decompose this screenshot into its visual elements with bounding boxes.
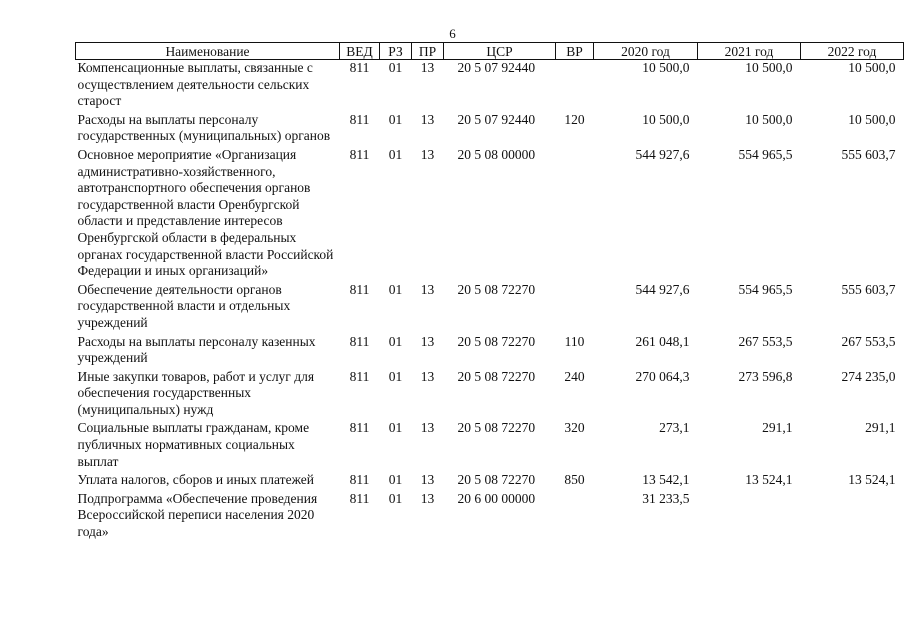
header-2021: 2021 год xyxy=(698,43,801,60)
row-vr: 850 xyxy=(564,472,585,488)
row-name: Иные закупки товаров, работ и услуг для обеспечения государственных (муниципальных) нужд xyxy=(77,368,315,417)
row-2020: 31 233,5 xyxy=(642,490,690,506)
row-name: Социальные выплаты гражданам, кроме публичных нормативных социальных выплат xyxy=(77,420,310,469)
table-row xyxy=(76,369,904,421)
row-ved: 811 xyxy=(349,60,370,75)
row-2022: 10 500,0 xyxy=(848,60,896,75)
row-2020: 10 500,0 xyxy=(642,60,690,75)
row-name: Подпрограмма «Обеспечение проведения Всероссийской переписи населения 2020 года» xyxy=(77,490,318,540)
row-ved: 811 xyxy=(349,333,370,349)
row-rz: 01 xyxy=(388,111,403,127)
row-2022: 13 524,1 xyxy=(848,472,896,488)
row-2020: 13 542,1 xyxy=(642,472,690,488)
table-row xyxy=(76,112,904,147)
row-2021: 291,1 xyxy=(762,420,793,436)
row-name: Уплата налогов, сборов и иных платежей xyxy=(77,472,314,488)
row-csr: 20 5 08 72270 xyxy=(457,368,536,384)
row-csr: 20 5 08 72270 xyxy=(457,333,536,349)
row-vr: 120 xyxy=(564,111,585,127)
table-body xyxy=(76,60,904,543)
row-vr xyxy=(556,491,594,543)
table-row xyxy=(76,147,904,282)
header-csr: ЦСР xyxy=(444,43,556,60)
row-pr: 13 xyxy=(420,281,435,297)
row-name: Основное мероприятие «Организация административно-хозяйственного, автотранспортного обеспечения органов государственной власти Оренбургской области и представление интересов Оренбургской области в федеральных органах государственной власти Российской Федерации и иных организаций» xyxy=(77,146,334,279)
table-row xyxy=(76,282,904,334)
row-rz: 01 xyxy=(388,490,403,506)
row-2021: 554 965,5 xyxy=(738,146,793,162)
row-2020: 261 048,1 xyxy=(635,333,690,349)
row-rz: 01 xyxy=(388,281,403,297)
row-2021: 273 596,8 xyxy=(738,368,793,384)
row-vr: 320 xyxy=(564,420,585,436)
row-rz: 01 xyxy=(388,420,403,436)
row-pr: 13 xyxy=(420,333,435,349)
row-pr: 13 xyxy=(420,368,435,384)
table-row xyxy=(76,491,904,543)
row-ved: 811 xyxy=(349,490,370,506)
row-ved: 811 xyxy=(349,420,370,436)
row-2022: 10 500,0 xyxy=(848,111,896,127)
row-2021: 554 965,5 xyxy=(738,281,793,297)
row-vr: 240 xyxy=(564,368,585,384)
row-name: Расходы на выплаты персоналу казенных учреждений xyxy=(77,333,316,366)
row-vr: 110 xyxy=(564,333,585,349)
row-vr xyxy=(556,282,594,334)
row-2020: 10 500,0 xyxy=(642,111,690,127)
header-name: Наименование xyxy=(76,43,340,60)
header-ved: ВЕД xyxy=(340,43,380,60)
row-csr: 20 5 08 72270 xyxy=(457,472,536,488)
row-2022: 555 603,7 xyxy=(841,281,896,297)
row-pr: 13 xyxy=(420,111,435,127)
row-csr: 20 5 07 92440 xyxy=(457,60,536,75)
budget-table xyxy=(75,42,904,543)
row-csr: 20 5 08 72270 xyxy=(457,281,536,297)
row-pr: 13 xyxy=(420,490,435,506)
row-vr xyxy=(556,147,594,282)
row-pr: 13 xyxy=(420,420,435,436)
row-ved: 811 xyxy=(349,111,370,127)
row-2020: 270 064,3 xyxy=(635,368,690,384)
header-2020: 2020 год xyxy=(594,43,698,60)
row-rz: 01 xyxy=(388,333,403,349)
row-2021: 13 524,1 xyxy=(745,472,793,488)
header-rz: РЗ xyxy=(380,43,412,60)
header-pr: ПР xyxy=(412,43,444,60)
row-rz: 01 xyxy=(388,368,403,384)
row-2020: 544 927,6 xyxy=(635,281,690,297)
row-2022 xyxy=(801,491,904,543)
row-name: Компенсационные выплаты, связанные с осуществлением деятельности сельских старост xyxy=(77,60,313,109)
table-row xyxy=(76,334,904,369)
row-pr: 13 xyxy=(420,60,435,75)
row-csr: 20 5 08 00000 xyxy=(457,146,536,162)
row-2021 xyxy=(698,491,801,543)
row-2022: 274 235,0 xyxy=(841,368,896,384)
row-2020: 544 927,6 xyxy=(635,146,690,162)
row-csr: 20 5 08 72270 xyxy=(457,420,536,436)
row-2022: 291,1 xyxy=(865,420,896,436)
table-row xyxy=(76,472,904,491)
table-row xyxy=(76,60,904,112)
row-2021: 10 500,0 xyxy=(745,60,793,75)
row-rz: 01 xyxy=(388,472,403,488)
page-number: 6 xyxy=(449,26,456,41)
row-pr: 13 xyxy=(420,472,435,488)
table-header xyxy=(76,43,904,60)
row-csr: 20 5 07 92440 xyxy=(457,111,536,127)
table-row xyxy=(76,420,904,472)
row-rz: 01 xyxy=(388,146,403,162)
row-2022: 555 603,7 xyxy=(841,146,896,162)
row-pr: 13 xyxy=(420,146,435,162)
header-2022: 2022 год xyxy=(801,43,904,60)
row-2021: 10 500,0 xyxy=(745,111,793,127)
row-name: Расходы на выплаты персоналу государственных (муниципальных) органов xyxy=(77,111,331,144)
row-rz: 01 xyxy=(388,60,403,75)
row-ved: 811 xyxy=(349,368,370,384)
row-2022: 267 553,5 xyxy=(841,333,896,349)
row-name: Обеспечение деятельности органов государственной власти и отдельных учреждений xyxy=(77,281,291,330)
row-vr xyxy=(556,60,594,112)
row-2021: 267 553,5 xyxy=(738,333,793,349)
row-ved: 811 xyxy=(349,472,370,488)
header-vr: ВР xyxy=(556,43,594,60)
row-2020: 273,1 xyxy=(659,420,690,436)
row-ved: 811 xyxy=(349,146,370,162)
row-csr: 20 6 00 00000 xyxy=(457,490,536,506)
row-ved: 811 xyxy=(349,281,370,297)
